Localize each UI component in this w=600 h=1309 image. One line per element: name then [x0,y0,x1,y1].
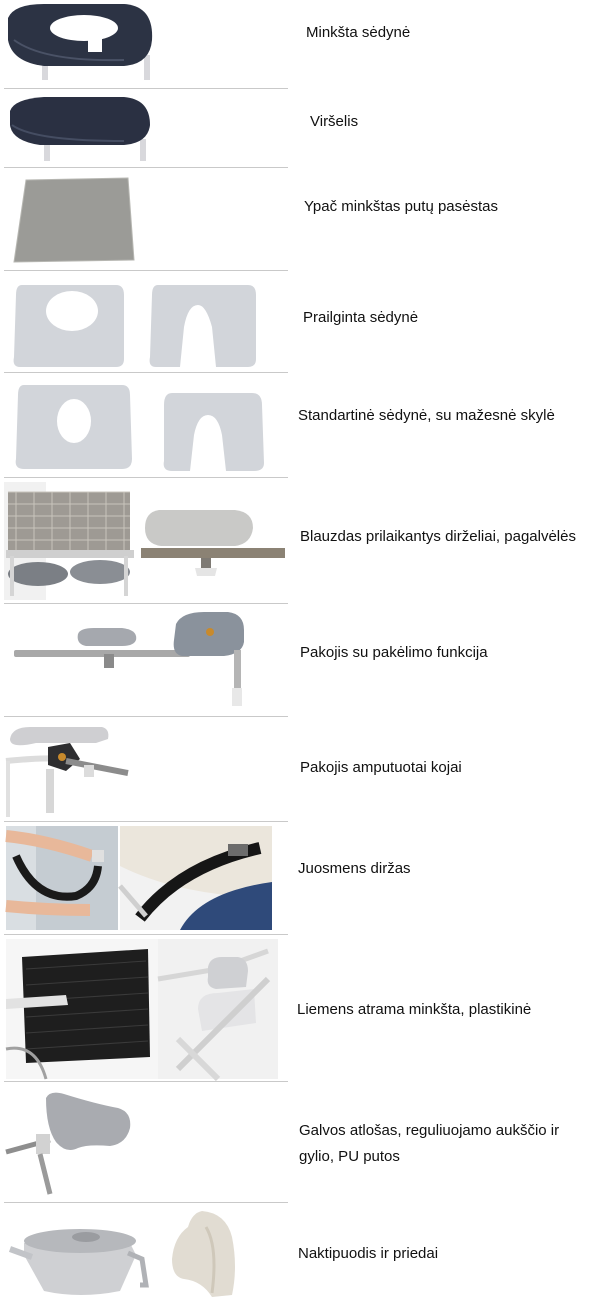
amputee-legrest-photo [6,721,132,821]
accessory-row-standard-seat [0,373,600,477]
seat-cover-photo [4,91,164,167]
waist-belt-photo-hands [6,826,118,930]
extended-seat-photo [12,281,262,371]
item-label: Juosmens diržas [298,860,411,877]
item-label: Standartinė sėdynė, su mažesnė skylė [298,407,555,424]
accessory-row-extended-seat [0,271,600,372]
calf-strap-photo [4,482,134,600]
accessory-row-cover [0,89,600,167]
splash-guard-photo [162,1207,242,1303]
accessory-row-trunk-support [0,935,600,1081]
foam-cushion-photo [12,178,142,268]
item-label: Pakojis su pakėlimo funkcija [300,644,488,661]
soft-seat-photo [4,0,164,86]
accessory-row-amputee-legrest [0,717,600,821]
calf-pad-photo [141,508,285,588]
waist-belt-photo-worn [120,826,272,930]
item-label: Galvos atlošas, reguliuojamo aukščio ir gylio, PU putos [299,1122,560,1165]
item-label: Viršelis [310,113,359,130]
accessory-row-elevating-legrest [0,604,600,716]
item-label: Ypač minkštas putų pasėstas [304,198,498,215]
trunk-support-plastic-photo [158,939,278,1079]
standard-seat-photo [14,381,274,477]
item-label: Pakojis amputuotai kojai [300,759,462,776]
accessory-row-soft-seat [0,0,600,88]
item-label: Prailginta sėdynė [303,309,419,326]
item-label: Blauzdas prilaikantys dirželiai, pagalvėlės [300,528,576,545]
accessory-row-commode-pan [0,1203,600,1309]
accessory-row-head-rest [0,1082,600,1202]
commode-pan-photo [10,1219,150,1299]
item-label: Naktipuodis ir priedai [298,1245,439,1262]
elevating-legrest-photo [14,610,250,710]
accessory-row-waist-belt [0,822,600,934]
item-label: Liemens atrama minkšta, plastikinė [297,1001,532,1018]
item-label: Minkšta sėdynė [306,24,411,41]
head-rest-photo [6,1088,136,1200]
accessory-row-foam-cushion [0,168,600,270]
trunk-support-soft-photo [6,939,158,1079]
accessory-row-calf-straps [0,478,600,603]
